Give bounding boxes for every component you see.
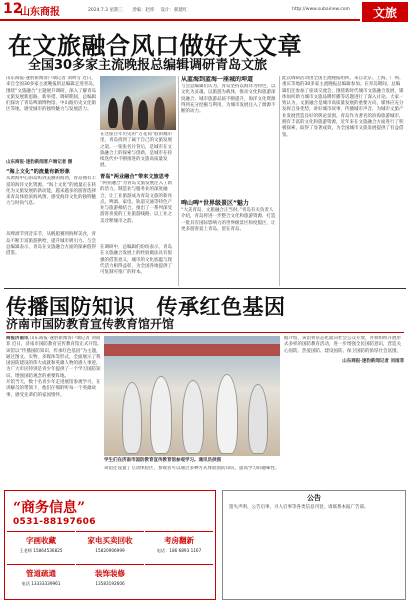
website-url[interactable]: http://www.subainew.com <box>292 7 350 12</box>
article1-col3-text-2: “大美青岛，文旅融合正当时。”青岛有关负责人介绍，青岛将进一步整合文化和旅游资源，打造一批具有国际影响力的世界级景区和度假区，让更多游客爱上青岛、留在青岛。 <box>181 208 276 232</box>
page-header <box>0 0 410 22</box>
article1-subhead-3: 从蓝海到蓝海一座城的坤道 <box>181 76 254 83</box>
article1-col2-text-1: 在这座百年历史的“万花筒”般的城市里，青岛找到了属于自己的文旅发展之道。一张张名片背后，是城市在文旅融合上的探索与创新，是城市在持续迭代中不断推进的文旅高质量发展。 <box>100 132 173 169</box>
article1-photo <box>100 76 176 130</box>
ads-title: “商务信息” <box>13 500 86 516</box>
ad-item-phone: 15820906999 <box>95 548 125 553</box>
article1-column-2 <box>100 132 176 286</box>
article1-subhead-4: 啤山啤“世界级景区”魅力 <box>181 200 249 207</box>
page-number: 12 <box>3 1 23 17</box>
ad-item[interactable] <box>7 564 75 596</box>
ad-item[interactable] <box>7 531 75 563</box>
photo-figure <box>108 98 118 128</box>
article2-lead-paragraph <box>6 336 102 380</box>
article1-headline: 在文旅融合风口做好大文章 <box>8 32 302 60</box>
photo-figure <box>216 374 238 454</box>
column-divider <box>178 76 179 286</box>
article1-column-1 <box>6 76 98 286</box>
article1-subhead-2: 青岛“两业融合”带来文旅思考 <box>100 174 170 180</box>
article1-subhead-1: “海上文化”的流量有新形象 <box>6 169 70 176</box>
article1-col2-text-2: “两业融合”为青岛文旅发展注入了新的活力。制造业与服务业的深度融合，让工业旅游成为青岛文旅的新亮点。啤酒、家电、轨道交通等特色产业与旅游相结合，推出了一系列深受游客喜爱的工业旅游线路，以工业之美诠释城市之韵。 <box>100 181 173 224</box>
article1-column-3 <box>181 76 277 286</box>
photo-figure <box>248 384 268 454</box>
article2-byline: 山东商报·速豹新闻记者 刘雨菲 <box>342 358 404 364</box>
paper-name: 山东商报 <box>20 7 60 18</box>
article2-text-2: 开馆当天，数十名青少年走进展馆参观学习，在讲解员的带领下，他们仔细聆听每一个英雄故事，感受先辈们的家国情怀。 <box>6 380 101 398</box>
article2-text-3: 该馆还设置了互动体验区，参观者可以通过多种方式体验国防知识，提高学习的趣味性。 <box>104 466 280 471</box>
article1-para-1: 从黄海中心的岛屿到美丽的海湾，青岛拥有丰富的海洋文化资源。“海上文化”的流量正在转化为文旅发展的新动能，越来越多的游客选择来青岛体验滨海风情，感受海洋文化的独特魅力与时尚气息。 <box>6 176 97 207</box>
issue-meta: 2024.7.3 星期三 责编：赵炜 设计：郝建红 <box>88 8 188 13</box>
article1-col4-text: 此次调研活动由全国主流晚报组织，来自北京、上海、广州、重庆等地的30多家主流晚报总编辑参加。在青岛期间，总编辑们还参加了座谈交流会，围绕新时代城市文旅融合发展、媒体如何助力城市文旅品牌传播等话题进行了深入讨论。大家一致认为，文旅融合是城市高质量发展的重要方向，媒体应充分发挥自身优势，讲好城市故事，传播城市声音，为城市文旅产业发展营造良好的舆论氛围。青岛作为著名的滨海旅游城市，拥有丰富的文化和旅游资源，近年来在文旅融合方面进行了积极探索，取得了显著成效，为全国城市文旅发展提供了有益借鉴。 <box>282 76 404 138</box>
article2-column-1 <box>6 336 102 486</box>
article2-lead-label: 商报济南讯 <box>6 336 29 341</box>
article2-text-1: 山东商报·速豹新闻客户端记者 刘雨菲 近日，济南市国防教育宣传教育馆正式开馆。该馆以“传播国防知识、传承红色基因”为主题，通过图文、实物、多媒体等形式，全面展示了我国国防建设的伟大成就和英雄人物的感人事迹，为广大市民特别是青少年提供了一个学习国防知识、增强国防观念的重要阵地。 <box>6 336 102 379</box>
section-badge: 文旅 <box>362 2 408 22</box>
article2-text-4: 据介绍，该馆将常态化面向社会公众开放，并将组织开展形式多样的国防教育活动，进一步增强全民国防意识，营造关心国防、热爱国防、建设国防、保卫国防的浓厚社会氛围。 <box>284 336 401 354</box>
article2-column-3 <box>104 466 280 488</box>
photo-figure <box>122 96 133 130</box>
article1-col3-text-1: 与会总编辑们认为，青岛坚持以海洋为特色，以文化为灵魂，以旅游为载体，推动文化和旅游深度融合，城市旅游品质不断提升，海洋文化资源得到充分挖掘与利用，为城市发展注入了源源不断的动力。 <box>181 84 276 115</box>
section-divider <box>4 288 406 289</box>
ad-item-title: 装饰装修 <box>95 569 125 578</box>
photo-figure <box>182 380 204 454</box>
article2-photo <box>104 336 280 456</box>
business-info-ads <box>4 490 216 600</box>
article2-photo-caption: 学生们在济南市国防教育宣传教育馆参观学习。通讯员供图 <box>104 458 221 463</box>
column-divider <box>279 76 280 286</box>
ad-item-phone: 13583192606 <box>95 581 125 586</box>
article1-lead: 山东商报·速豹新闻客户端记者 刘明雪 近日，来自全国30多家主流晚报的总编辑走进青岛，围绕“文旅融合”主题展开调研，深入了解青岛文旅发展新思路、新举措。调研期间，总编辑们探访了青岛啤酒博物馆、中山路历史文化街区等地，感受城市的独特魅力与发展活力。 <box>6 76 98 113</box>
article1-subheadline: 全国30多家主流晚报总编辑调研青岛文旅 <box>28 58 268 73</box>
article2-column-4 <box>284 336 404 486</box>
photo-figure <box>154 97 165 130</box>
ad-item-title: 考房翻新 <box>164 536 194 545</box>
photo-figure <box>122 382 142 454</box>
ads-phone[interactable]: 0531-88197606 <box>13 517 96 527</box>
article2-subheadline: 济南市国防教育宣传教育馆开馆 <box>6 317 175 331</box>
ad-item-phone: 电话：186 6893 1167 <box>156 548 202 553</box>
article1-photo-caption: 山东商报·速豹新闻客户端记者 摄 <box>6 160 73 165</box>
photo-figure <box>150 376 172 454</box>
ad-item[interactable] <box>76 564 144 596</box>
red-banner <box>104 344 280 356</box>
ads-grid <box>7 531 213 597</box>
article2-headline: 传播国防知识 传承红色基因 <box>6 295 286 319</box>
ad-item[interactable] <box>76 531 144 563</box>
ad-item-title: 字画收藏 <box>26 536 56 545</box>
notice-title: 公告 <box>307 494 321 502</box>
article1-column-4 <box>282 76 404 286</box>
photo-figure <box>138 100 148 130</box>
ad-item-phone: 电话 13333339961 <box>21 581 61 586</box>
notice-box <box>222 490 406 600</box>
notice-text: 遗失声明、公告启事、寻人启事等各类信息刊登，请联系本报广告部。 <box>229 505 369 510</box>
article1-para-2: 从啤酒节到音乐节，从帆船赛到海鲜美食，青岛不断丰富旅游供给，提升城市吸引力。与会总编辑表示，青岛在文旅融合方面的探索值得借鉴。 <box>6 232 96 257</box>
ad-item-phone: 王老师 15864536825 <box>19 548 63 553</box>
article2-rule <box>6 332 404 333</box>
ad-item <box>145 564 213 596</box>
header-rule <box>0 19 360 21</box>
ad-item-title: 管道疏通 <box>26 569 56 578</box>
article1-col2-text-3: 在调研中，总编辑们纷纷表示，青岛在文旅融合发展上的经验做法具有很强的借鉴意义，城市的文化底蕴与现代活力相得益彰，为全国各地提供了可复制可推广的样本。 <box>100 245 172 276</box>
ad-item-title: 家电买卖回收 <box>87 536 133 545</box>
ad-item[interactable] <box>145 531 213 563</box>
